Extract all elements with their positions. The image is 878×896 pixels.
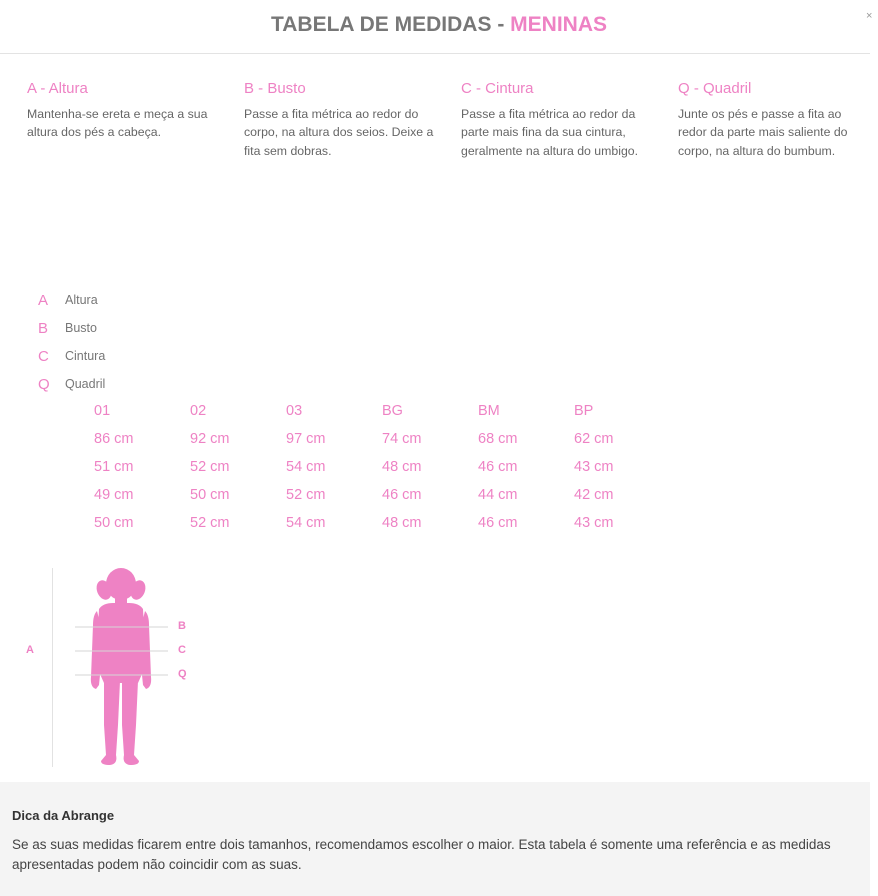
table-cell: 44 cm (478, 487, 518, 503)
legend-item-cintura (38, 346, 105, 366)
table-cell: 42 cm (574, 487, 614, 503)
table-cell: 46 cm (478, 515, 518, 531)
legend-letter: B (38, 319, 49, 337)
table-cell: 46 cm (478, 459, 518, 475)
table-cell: 50 cm (190, 487, 230, 503)
tip-text: Se as suas medidas ficarem entre dois tamanhos, recomendamos escolher o maior. Esta tabela é somente uma referência e as medidas apresentadas podem não coincidir com as suas. (12, 837, 831, 872)
legend-letter: Q (38, 375, 50, 393)
table-cell: 68 cm (478, 431, 518, 447)
table-cell: 43 cm (574, 515, 614, 531)
size-header: BG (382, 403, 403, 419)
close-icon[interactable]: × (866, 10, 873, 22)
instruction-text: Mantenha-se ereta e meça a sua altura dos pés a cabeça. (27, 107, 208, 140)
size-header: BP (574, 403, 594, 419)
table-cell: 51 cm (94, 459, 134, 475)
height-label: A (26, 644, 34, 656)
hip-line-label: Q (178, 668, 187, 680)
table-cell: 52 cm (286, 487, 326, 503)
instruction-cintura (461, 80, 651, 160)
size-header: BM (478, 403, 500, 419)
table-cell: 46 cm (382, 487, 422, 503)
instruction-busto (244, 80, 434, 160)
instruction-quadril (678, 80, 868, 160)
tip-title: Dica da Abrange (12, 808, 115, 823)
instruction-title: Q - Quadril (678, 80, 752, 97)
table-cell: 97 cm (286, 431, 326, 447)
legend-item-busto (38, 318, 97, 338)
instruction-text: Passe a fita métrica ao redor da parte mais fina da sua cintura, geralmente na altura do umbigo. (461, 107, 639, 158)
table-cell: 54 cm (286, 515, 326, 531)
girl-silhouette-icon (0, 565, 200, 770)
bust-line-label: B (178, 620, 186, 632)
table-cell: 92 cm (190, 431, 230, 447)
instruction-title: A - Altura (27, 80, 88, 97)
legend-label: Busto (65, 321, 97, 335)
instruction-title: C - Cintura (461, 80, 534, 97)
instruction-text: Junte os pés e passe a fita ao redor da parte mais saliente do corpo, na altura do bumbum. (678, 107, 848, 158)
tip-box (0, 782, 870, 896)
title-prefix: TABELA DE MEDIDAS - (270, 13, 505, 36)
title-accent: MENINAS (510, 13, 607, 36)
legend-label: Quadril (65, 377, 106, 391)
instruction-title: B - Busto (244, 80, 306, 97)
table-cell: 48 cm (382, 459, 422, 475)
measurement-figure (0, 565, 200, 770)
page-title (0, 13, 878, 37)
legend-item-quadril (38, 374, 105, 394)
legend-letter: C (38, 347, 49, 365)
legend-letter: A (38, 291, 49, 309)
table-cell: 62 cm (574, 431, 614, 447)
table-cell: 74 cm (382, 431, 422, 447)
table-cell: 52 cm (190, 459, 230, 475)
modal-header (0, 0, 873, 54)
legend-item-altura (38, 290, 98, 310)
size-header: 03 (286, 403, 303, 419)
table-cell: 50 cm (94, 515, 134, 531)
instruction-text: Passe a fita métrica ao redor do corpo, na altura dos seios. Deixe a fita sem dobras. (244, 107, 434, 158)
waist-line-label: C (178, 644, 186, 656)
instruction-altura (27, 80, 217, 142)
legend-label: Altura (65, 293, 98, 307)
table-cell: 54 cm (286, 459, 326, 475)
table-cell: 52 cm (190, 515, 230, 531)
table-cell: 86 cm (94, 431, 134, 447)
size-header: 01 (94, 403, 111, 419)
table-cell: 49 cm (94, 487, 134, 503)
size-header: 02 (190, 403, 207, 419)
legend-label: Cintura (65, 349, 106, 363)
table-cell: 48 cm (382, 515, 422, 531)
table-cell: 43 cm (574, 459, 614, 475)
